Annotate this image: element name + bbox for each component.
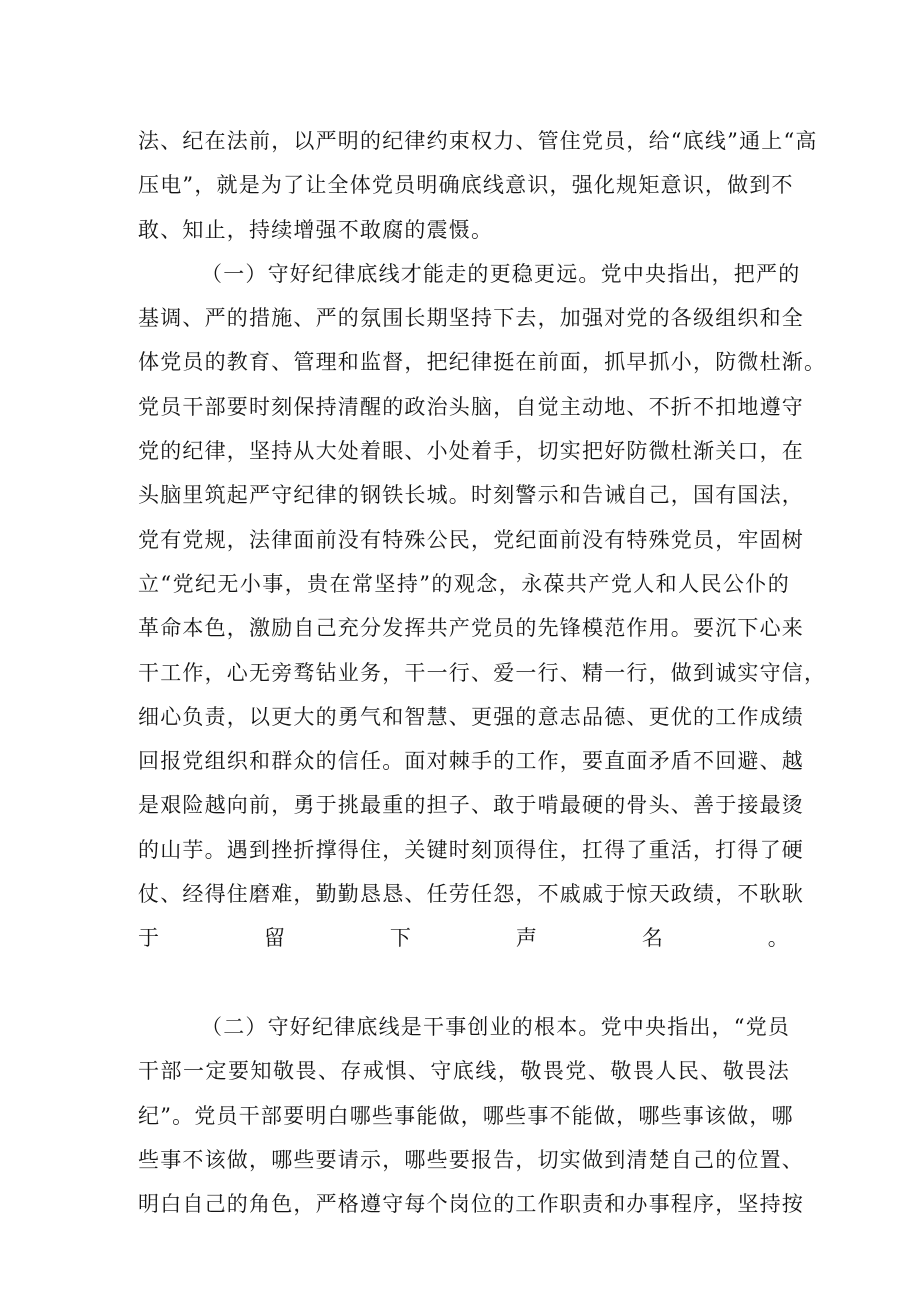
- document-body: [138, 124, 827, 1231]
- text-line: 些事不该做，哪些要请示，哪些要报告，切实做到清楚自己的位置、: [138, 1147, 804, 1172]
- section-heading-line: （二）守好纪律底线是干事创业的根本。党中央指出，“党员: [201, 1014, 791, 1039]
- text-line: 的山芋。遇到挫折撑得住，关键时刻顶得住，扛得了重活，打得了硬: [138, 837, 804, 862]
- text-line: 基调、严的措施、严的氛围长期坚持下去，加强对党的各级组织和全: [138, 306, 804, 331]
- text-line: 明白自己的角色，严格遵守每个岗位的工作职责和办事程序，坚持按: [138, 1192, 804, 1217]
- paragraph-intro: [138, 124, 818, 257]
- text-line: 法、纪在法前，以严明的纪律约束权力、管住党员，给“底线”通上“高: [138, 129, 818, 153]
- text-line: 纪”。党员干部要明白哪些事能做，哪些事不能做，哪些事该做，哪: [138, 1103, 794, 1128]
- text-line: 细心负责，以更大的勇气和智慧、更强的意志品德、更优的工作成绩: [138, 704, 804, 729]
- text-line: 干部一定要知敬畏、存戒惧、守底线，敬畏党、敬畏人民、敬畏法: [138, 1059, 790, 1084]
- text-line: 压电”，就是为了让全体党员明确底线意识，强化规矩意识，做到不: [138, 173, 794, 198]
- text-line: 是艰险越向前，勇于挑最重的担子、敢于啃最硬的骨头、善于接最烫: [138, 793, 804, 818]
- text-line: 党有党规，法律面前没有特殊公民，党纪面前没有特殊党员，牢固树: [138, 527, 804, 552]
- text-line: [138, 966, 790, 1010]
- text-line: 敢、知止，持续增强不敢腐的震慑。: [138, 217, 494, 242]
- text-line: 干工作，心无旁骛钻业务，干一行、爱一行、精一行，做到诚实守信，: [138, 660, 827, 685]
- text-line: 体党员的教育、管理和监督，把纪律挺在前面，抓早抓小，防微杜渐。: [138, 350, 827, 375]
- text-line: 立“党纪无小事，贵在常坚持”的观念，永葆共产党人和人民公仆的: [138, 571, 790, 596]
- text-line: 革命本色，激励自己充分发挥共产党员的先锋模范作用。要沉下心来: [138, 616, 804, 641]
- text-line: 于留下声名。: [138, 926, 790, 951]
- text-line: 仗、经得住磨难，勤勤恳恳、任劳任怨，不戚戚于惊天政绩，不耿耿: [138, 882, 804, 907]
- paragraph-section-1: [138, 257, 827, 1010]
- section-heading-line: （一）守好纪律底线才能走的更稳更远。党中央指出，把严的: [201, 261, 801, 286]
- text-line: 回报党组织和群众的信任。面对棘手的工作，要直面矛盾不回避、越: [138, 749, 804, 774]
- text-line: 头脑里筑起严守纪律的钢铁长城。时刻警示和告诫自己，国有国法，: [138, 483, 804, 508]
- paragraph-section-2: [138, 1010, 804, 1231]
- text-line: 党的纪律，坚持从大处着眼、小处着手，切实把好防微杜渐关口，在: [138, 439, 804, 464]
- text-line: 党员干部要时刻保持清醒的政治头脑，自觉主动地、不折不扣地遵守: [138, 394, 804, 419]
